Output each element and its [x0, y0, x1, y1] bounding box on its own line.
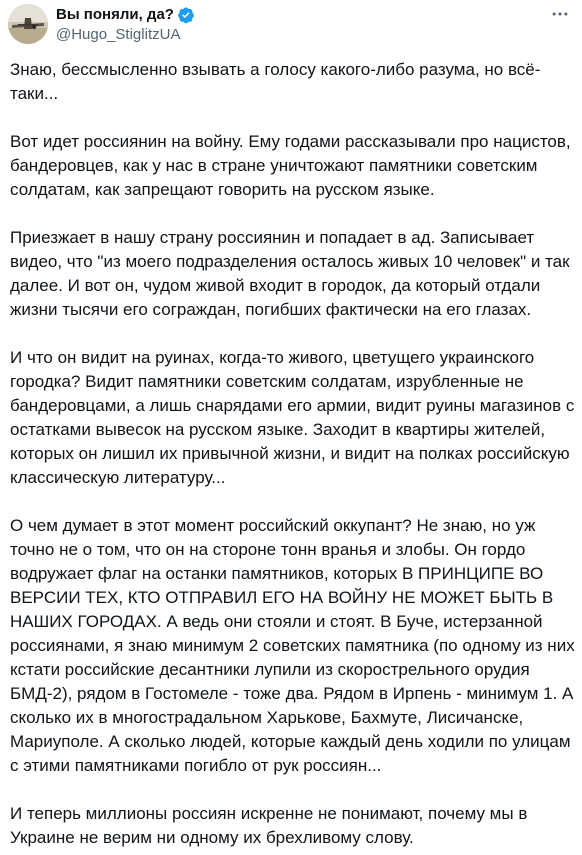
tweet-paragraph-4: И что он видит на руинах, когда-то живого, цветущего украинского городка? Видит памятники советским солдатам, изрубленные не бандеровцами, а лишь снарядами его армии, видит руины магазинов с остатками вывесок на русском языке. Заходит в квартиры жителей, которых он лишил их привычной жизни, и видит на полках российскую классическую литературу... [10, 348, 575, 487]
tweet-paragraph-2: Вот идет россиянин на войну. Ему годами рассказывали про нацистов, бандеровцев, как у нас в стране уничтожают памятники советским солдатам, как запрещают говорить на русском языке. [10, 132, 571, 199]
tweet-text [10, 58, 576, 850]
tweet-paragraph-5: О чем думает в этот момент российский оккупант? Не знаю, но уж точно не о том, что он на стороне тонн вранья и злобы. Он гордо водружает флаг на останки памятников, которых В ПРИНЦИПЕ ВО ВЕРСИИ ТЕХ, КТО ОТПРАВИЛ ЕГО НА ВОЙНУ НЕ МОЖЕТ БЫТЬ В НАШИХ ГОРОДАХ. А ведь они стояли и стоят. В Буче, истерзанной россиянами, я знаю минимум 2 советских памятника (по одному из них кстати российские десантники лупили из скорострельного орудия БМД-2), рядом в Гостомеле - тоже два. Рядом в Ирпень - минимум 1. А сколько их в многострадальном Харькове, Бахмуте, Лисичанске, Мариуполе. А сколько людей, которые каждый день ходили по улицам с этими памятниками погибло от рук россиян... [10, 516, 575, 775]
display-name[interactable]: Вы поняли, да? [56, 6, 174, 23]
avatar-image [8, 4, 48, 44]
tweet-paragraph-6: И теперь миллионы россиян искренне не понимают, почему мы в Украине не верим ни одному их брехливому слову. [10, 804, 528, 847]
author-names [56, 4, 195, 44]
tweet-paragraph-3: Приезжает в нашу страну россиянин и попадает в ад. Записывает видео, что "из моего подразделения осталось живых 10 человек" и так далее. И вот он, чудом живой входит в городок, да который отдали жизни тысячи его сограждан, погибших фактически на его глазах. [10, 228, 570, 319]
display-name-row [56, 4, 195, 26]
avatar[interactable] [8, 4, 48, 44]
tweet-header [8, 4, 574, 48]
verified-badge-icon [177, 6, 195, 24]
more-options-icon[interactable] [548, 4, 572, 28]
tweet-paragraph-1: Знаю, бессмысленно взывать а голосу какого-либо разума, но всё-таки... [10, 60, 541, 103]
author-handle[interactable]: @Hugo_StiglitzUA [56, 26, 181, 43]
